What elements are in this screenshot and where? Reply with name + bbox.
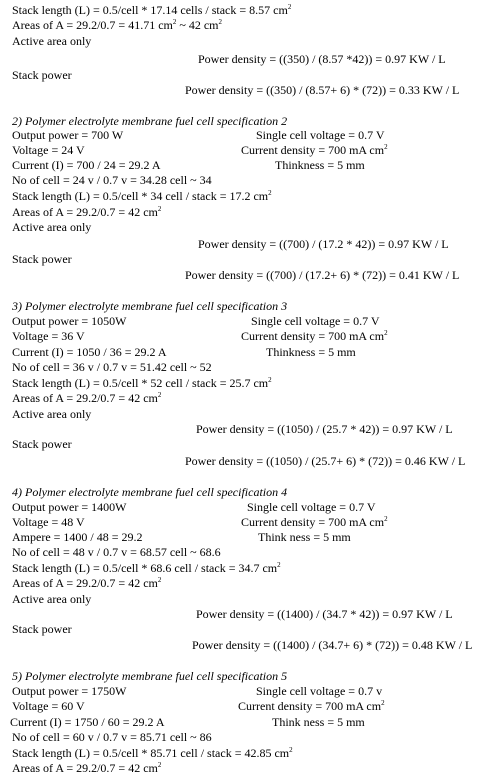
thickness: Thinkness = 5 mm (266, 345, 356, 359)
output-power: Output power = 700 W (12, 128, 124, 142)
current-density: Current density = 700 mA $cm^2$ (241, 143, 388, 157)
output-power: Output power = 1750W (12, 684, 127, 698)
current-density: Current density = 700 mA $cm^2$ (238, 699, 385, 713)
areas-line: Areas of A = 29.2/0.7 = 42 $cm^2$ (12, 391, 162, 405)
stack-power-label: Stack power (12, 68, 72, 82)
single-cell-voltage: Single cell voltage = 0.7 V (247, 500, 376, 514)
thickness: Thinkness = 5 mm (275, 158, 365, 172)
active-area-label: Active area only (12, 407, 92, 421)
areas-line: Areas of A = 29.2/0.7 = 42 $cm^2$ (12, 761, 162, 775)
stack-length-line: Stack length (L) = 0.5/cell * 68.6 cell / stack = 34.7 $cm^2$ (12, 561, 281, 575)
current: Current (I) = 700 / 24 = 29.2 A (12, 158, 161, 172)
current: Current (I) = 1050 / 36 = 29.2 A (12, 345, 167, 359)
current: Current (I) = 1750 / 60 = 29.2 A (10, 715, 165, 729)
voltage: Voltage = 48 V (12, 515, 85, 529)
single-cell-voltage: Single cell voltage = 0.7 V (256, 128, 385, 142)
voltage: Voltage = 24 V (12, 143, 85, 157)
power-density-active: Power density = ((350) / (8.57 *42)) = 0.97 KW / L (198, 52, 446, 66)
power-density-stack: Power density = ((700) / (17.2+ 6) * (72)) = 0.41 KW / L (185, 268, 460, 282)
active-area-label: Active area only (12, 220, 92, 234)
power-density-stack: Power density = ((1400) / (34.7+ 6) * (72)) = 0.48 KW / L (192, 638, 473, 652)
single-cell-voltage: Single cell voltage = 0.7 v (256, 684, 383, 698)
output-power: Output power = 1050W (12, 314, 127, 328)
output-power: Output power = 1400W (12, 500, 127, 514)
active-area-label: Active area only (12, 34, 92, 48)
section-heading-spec-3: 3) Polymer electrolyte membrane fuel cell specification 3 (12, 299, 288, 313)
areas-line: Areas of A = 29.2/0.7 = 41.71 $cm^2$ ~ 42 $cm^2$ (12, 18, 223, 32)
thickness: Think ness = 5 mm (272, 715, 365, 729)
power-density-stack: Power density = ((1050) / (25.7+ 6) * (72)) = 0.46 KW / L (185, 454, 466, 468)
power-density-active: Power density = ((1050) / (25.7 * 42)) = 0.97 KW / L (196, 422, 453, 436)
stack-length-line: Stack length (L) = 0.5/cell * 85.71 cell / stack = 42.85 $cm^2$ (12, 746, 293, 760)
single-cell-voltage: Single cell voltage = 0.7 V (251, 314, 380, 328)
number-of-cells: No of cell = 36 v / 0.7 v = 51.42 cell ~ 52 (12, 360, 212, 374)
stack-power-label: Stack power (12, 437, 72, 451)
section-heading-spec-2: 2) Polymer electrolyte membrane fuel cell specification 2 (12, 114, 288, 128)
stack-length-line: Stack length (L) = 0.5/cell * 52 cell / stack = 25.7 $cm^2$ (12, 376, 272, 390)
current: Ampere = 1400 / 48 = 29.2 (12, 530, 143, 544)
active-area-label: Active area only (12, 592, 92, 606)
stack-length-line: Stack length (L) = 0.5/cell * 34 cell / stack = 17.2 $cm^2$ (12, 189, 272, 203)
number-of-cells: No of cell = 48 v / 0.7 v = 68.57 cell ~ 68.6 (12, 545, 221, 559)
areas-line: Areas of A = 29.2/0.7 = 42 $cm^2$ (12, 576, 162, 590)
number-of-cells: No of cell = 60 v / 0.7 v = 85.71 cell ~ 86 (12, 730, 212, 744)
stack-power-label: Stack power (12, 622, 72, 636)
voltage: Voltage = 36 V (12, 329, 85, 343)
voltage: Voltage = 60 V (12, 699, 85, 713)
power-density-active: Power density = ((700) / (17.2 * 42)) = 0.97 KW / L (198, 237, 449, 251)
stack-power-label: Stack power (12, 252, 72, 266)
power-density-active: Power density = ((1400) / (34.7 * 42)) = 0.97 KW / L (196, 607, 453, 621)
section-heading-spec-5: 5) Polymer electrolyte membrane fuel cell specification 5 (12, 669, 288, 683)
current-density: Current density = 700 mA $cm^2$ (241, 515, 388, 529)
section-heading-spec-4: 4) Polymer electrolyte membrane fuel cell specification 4 (12, 485, 288, 499)
current-density: Current density = 700 mA $cm^2$ (241, 329, 388, 343)
number-of-cells: No of cell = 24 v / 0.7 v = 34.28 cell ~ 34 (12, 173, 212, 187)
thickness: Think ness = 5 mm (258, 530, 351, 544)
stack-length-line: Stack length (L) = 0.5/cell * 17.14 cells / stack = 8.57 $cm^2$ (12, 3, 292, 17)
power-density-stack: Power density = ((350) / (8.57+ 6) * (72)) = 0.33 KW / L (185, 83, 460, 97)
areas-line: Areas of A = 29.2/0.7 = 42 $cm^2$ (12, 205, 162, 219)
